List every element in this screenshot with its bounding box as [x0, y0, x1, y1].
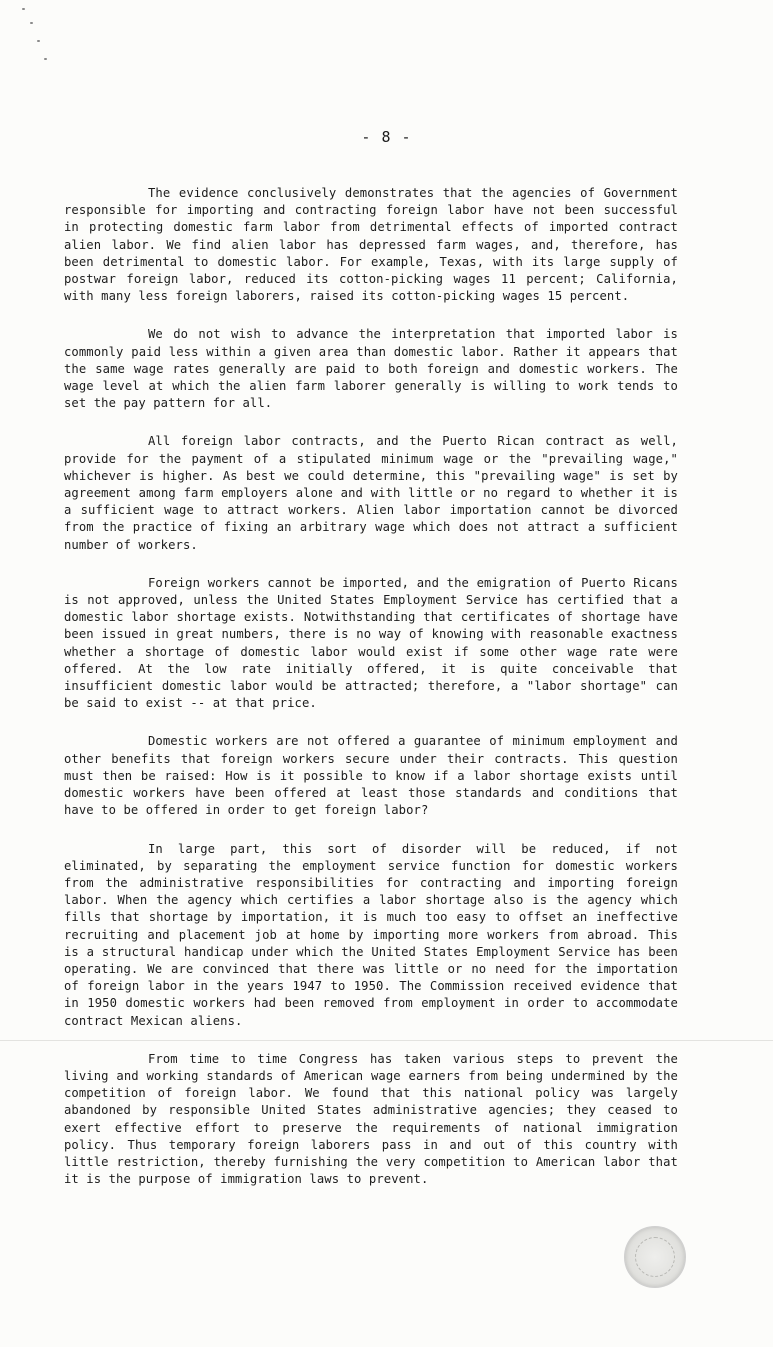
- paragraph-congress-policy: From time to time Congress has taken various steps to prevent the living and working standards of American wage earners from being undermined by the competition of foreign labor. We found that this national policy was largely abandoned by responsible United States administrative agencies; they ceased to exert effective effort to preserve the requirements of national immigration policy. Thus temporary foreign laborers pass in and out of this country with little restriction, thereby furnishing the very competition to American labor that it is the purpose of immigration laws to prevent.: [64, 1051, 678, 1187]
- paragraph-domestic-guarantee: Domestic workers are not offered a guarantee of minimum employment and other benefits that foreign workers secure under their contracts. This question must then be raised: How is it possible to know if a labor shortage exists until domestic workers have been offered at least those standards and conditions that have to be offered in order to get foreign labor?: [64, 734, 678, 818]
- margin-speck: [44, 58, 47, 60]
- stamp-inner-ring: [635, 1237, 675, 1277]
- paragraph-employment-service-separation: In large part, this sort of disorder will be reduced, if not eliminated, by separating the employment service function for domestic workers from the administrative responsibilities for contracting and importing foreign labor. When the agency which certifies a labor shortage also is the agency which fills that shortage by importation, it is much too easy to offset an ineffective recruiting and placement job at home by importing more workers from abroad. This is a structural handicap under which the United States Employment Service has been operating. We are convinced that there was little or no need for the importation of foreign labor in the years 1947 to 1950. The Commission received evidence that in 1950 domestic workers had been removed from employment in order to accommodate contract Mexican aliens.: [64, 841, 678, 1028]
- margin-speck: [22, 8, 25, 10]
- margin-speck: [30, 22, 33, 24]
- page-fold-line: [0, 1040, 773, 1041]
- paragraph-prevailing-wage: All foreign labor contracts, and the Puerto Rican contract as well, provide for the payment of a stipulated minimum wage or the "prevailing wage," whichever is higher. As best we could determine, this "prevailing wage" is set by agreement among farm employers alone and with little or no regard to whether it is a sufficient wage to attract workers. Alien labor importation cannot be divorced from the practice of fixing an arbitrary wage which does not attract a sufficient number of workers.: [64, 434, 678, 552]
- paragraph-alien-labor-evidence: The evidence conclusively demonstrates that the agencies of Government responsible for importing and contracting foreign labor have not been successful in protecting domestic farm labor from detrimental effects of imported contract alien labor. We find alien labor has depressed farm wages, and, therefore, has been detrimental to domestic labor. For example, Texas, with its large supply of postwar foreign labor, reduced its cotton-picking wages 11 percent; California, with many less foreign laborers, raised its cotton-picking wages 15 percent.: [64, 186, 678, 304]
- archive-stamp: [624, 1226, 686, 1288]
- page-number: - 8 -: [361, 128, 412, 146]
- document-body: [64, 185, 678, 1209]
- paragraph-labor-shortage-certification: Foreign workers cannot be imported, and the emigration of Puerto Ricans is not approved, unless the United States Employment Service has certified that a domestic labor shortage exists. Notwithstanding that certificates of shortage have been issued in great numbers, there is no way of knowing with reasonable exactness whether a shortage of domestic labor would exist if some other wage rate were offered. At the low rate initially offered, it is quite conceivable that insufficient domestic labor would be attracted; therefore, a "labor shortage" can be said to exist -- at that price.: [64, 575, 678, 711]
- margin-speck: [37, 40, 40, 42]
- paragraph-wage-interpretation: We do not wish to advance the interpretation that imported labor is commonly paid less within a given area than domestic labor. Rather it appears that the same wage rates generally are paid to both foreign and domestic workers. The wage level at which the alien farm laborer generally is willing to work tends to set the pay pattern for all.: [64, 327, 678, 411]
